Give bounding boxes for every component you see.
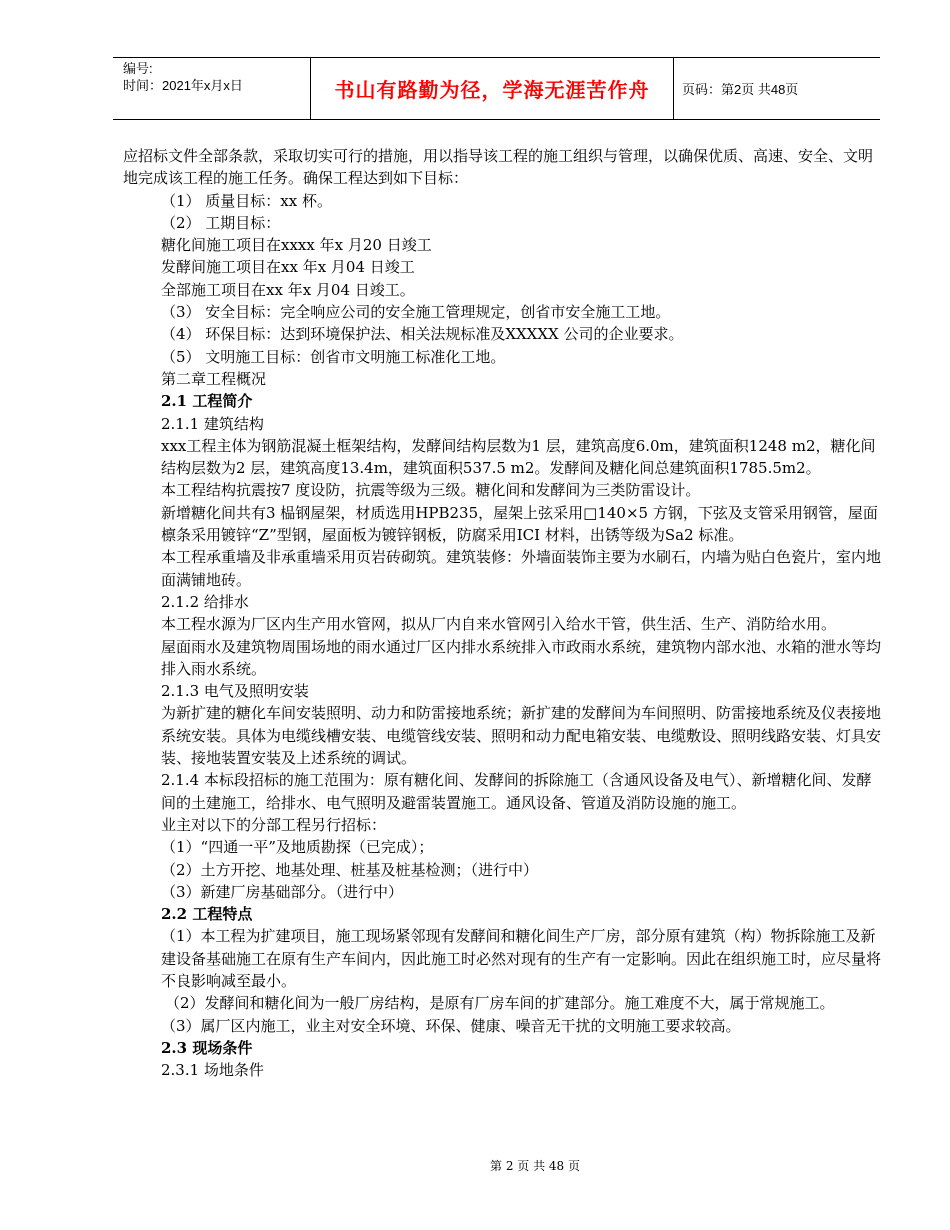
header-right-cell — [674, 58, 880, 119]
body-paragraph: 本工程结构抗震按7 度设防，抗震等级为三级。糖化间和发酵间为三类防雷设计。 — [161, 481, 701, 500]
body-paragraph: （3）属厂区内施工，业主对安全环境、环保、健康、噪音无干扰的文明施工要求较高。 — [161, 1016, 741, 1035]
body-paragraph: （1）“四通一平”及地质勘探（已完成）； — [161, 838, 434, 857]
body-paragraph: 2.2 工程特点 — [161, 905, 253, 924]
body-paragraph: 本工程水源为厂区内生产用水管网，拟从厂内自来水管网引入给水干管，供生活、生产、消防给水用。 — [161, 615, 837, 634]
footer-page-number: 第 2 页 共 48 页 — [490, 1159, 580, 1173]
body-paragraph: 本工程承重墙及非承重墙采用页岩砖砌筑。建筑装修：外墙面装饰主要为水刷石，内墙为贴白色瓷片，室内地面满铺地砖。 — [161, 548, 882, 589]
body-paragraph: （2） 工期目标： — [161, 213, 281, 232]
body-paragraph: （4） 环保目标：达到环境保护法、相关法规标准及XXXXX 公司的企业要求。 — [161, 325, 684, 344]
body-paragraph: （2）发酵间和糖化间为一般厂房结构，是原有厂房车间的扩建部分。施工难度不大，属于常规施工。 — [165, 994, 835, 1013]
body-paragraph: 2.1.4 本标段招标的施工范围为：原有糖化间、发酵间的拆除施工（含通风设备及电气）、新增糖化间、发酵间的土建施工，给排水、电气照明及避雷装置施工。通风设备、管道及消防设施的施工。 — [161, 771, 872, 812]
body-paragraph: xxx工程主体为钢筋混凝土框架结构，发酵间结构层数为1 层，建筑高度6.0m，建筑面积1248 m2，糖化间结构层数为2 层，建筑高度13.4m，建筑面积537.5 m2。发酵间及糖化间总建筑面积1785.5m2。 — [161, 436, 876, 478]
body-paragraph: 新增糖化间共有3 榀钢屋架，材质选用HPB235，屋架上弦采用□140×5 方钢，下弦及支管采用钢管，屋面檩条采用镀锌“Z”型钢，屋面板为镀锌钢板，防腐采用ICI 材料，出锈等级为Sa2 标准。 — [161, 503, 878, 545]
page-header — [113, 57, 880, 120]
body-paragraph: 2.1.2 给排水 — [161, 592, 249, 611]
body-paragraph: 屋面雨水及建筑物周围场地的雨水通过厂区内排水系统排入市政雨水系统，建筑物内部水池、水箱的泄水等均排入雨水系统。 — [161, 637, 882, 678]
body-paragraph: 第二章工程概况 — [161, 369, 267, 388]
body-paragraph: 2.3.1 场地条件 — [161, 1061, 264, 1080]
body-paragraph: 2.1 工程简介 — [161, 392, 253, 411]
body-paragraph: 发酵间施工项目在xx 年x 月04 日竣工 — [161, 258, 415, 277]
page-footer — [0, 1157, 950, 1174]
body-paragraph: 2.1.3 电气及照明安装 — [161, 682, 309, 701]
body-paragraph: 应招标文件全部条款，采取切实可行的措施，用以指导该工程的施工组织与管理，以确保优质、高速、安全、文明地完成该工程的施工任务。确保工程达到如下目标： — [123, 147, 874, 188]
body-paragraph: 2.3 现场条件 — [161, 1038, 253, 1057]
doc-number-label: 编号: — [123, 61, 153, 76]
body-paragraph: 为新扩建的糖化车间安装照明、动力和防雷接地系统；新扩建的发酵间为车间照明、防雷接地系统及仪表接地系统安装。具体为电缆线槽安装、电缆管线安装、照明和动力配电箱安装、电缆敷设、照明线路安装、灯具安装、接地装置安装及上述系统的调试。 — [161, 704, 882, 768]
body-paragraph: （2）土方开挖、地基处理、桩基及桩基检测；（进行中） — [161, 860, 539, 879]
time-label: 时间：2021年x月x日 — [123, 78, 243, 93]
body-paragraph: （3） 安全目标：完全响应公司的安全施工管理规定，创省市安全施工工地。 — [161, 303, 671, 322]
header-middle-cell — [311, 58, 674, 119]
body-paragraph: （3）新建厂房基础部分。（进行中） — [161, 882, 404, 901]
body-paragraph: （1）本工程为扩建项目，施工现场紧邻现有发酵间和糖化间生产厂房，部分原有建筑（构）物拆除施工及新建设备基础施工在原有生产车间内，因此施工时必然对现有的生产有一定影响。因此在组织施工时，应尽量将不良影响减至最小。 — [161, 927, 882, 990]
body-paragraph: 业主对以下的分部工程另行招标： — [161, 815, 387, 834]
body-paragraph: 2.1.1 建筑结构 — [161, 414, 264, 433]
header-page-info: 页码：第2页 共48页 — [682, 82, 799, 97]
body-paragraph: （5） 文明施工目标：创省市文明施工标准化工地。 — [161, 347, 506, 366]
header-motto: 书山有路勤为径，学海无涯苦作舟 — [334, 78, 650, 102]
body-paragraph: （1） 质量目标：xx 杯。 — [161, 191, 332, 210]
body-paragraph: 糖化间施工项目在xxxx 年x 月20 日竣工 — [161, 236, 432, 255]
body-paragraph: 全部施工项目在xx 年x 月04 日竣工。 — [161, 280, 415, 299]
document-body — [123, 145, 885, 1081]
header-left-cell — [113, 58, 311, 119]
